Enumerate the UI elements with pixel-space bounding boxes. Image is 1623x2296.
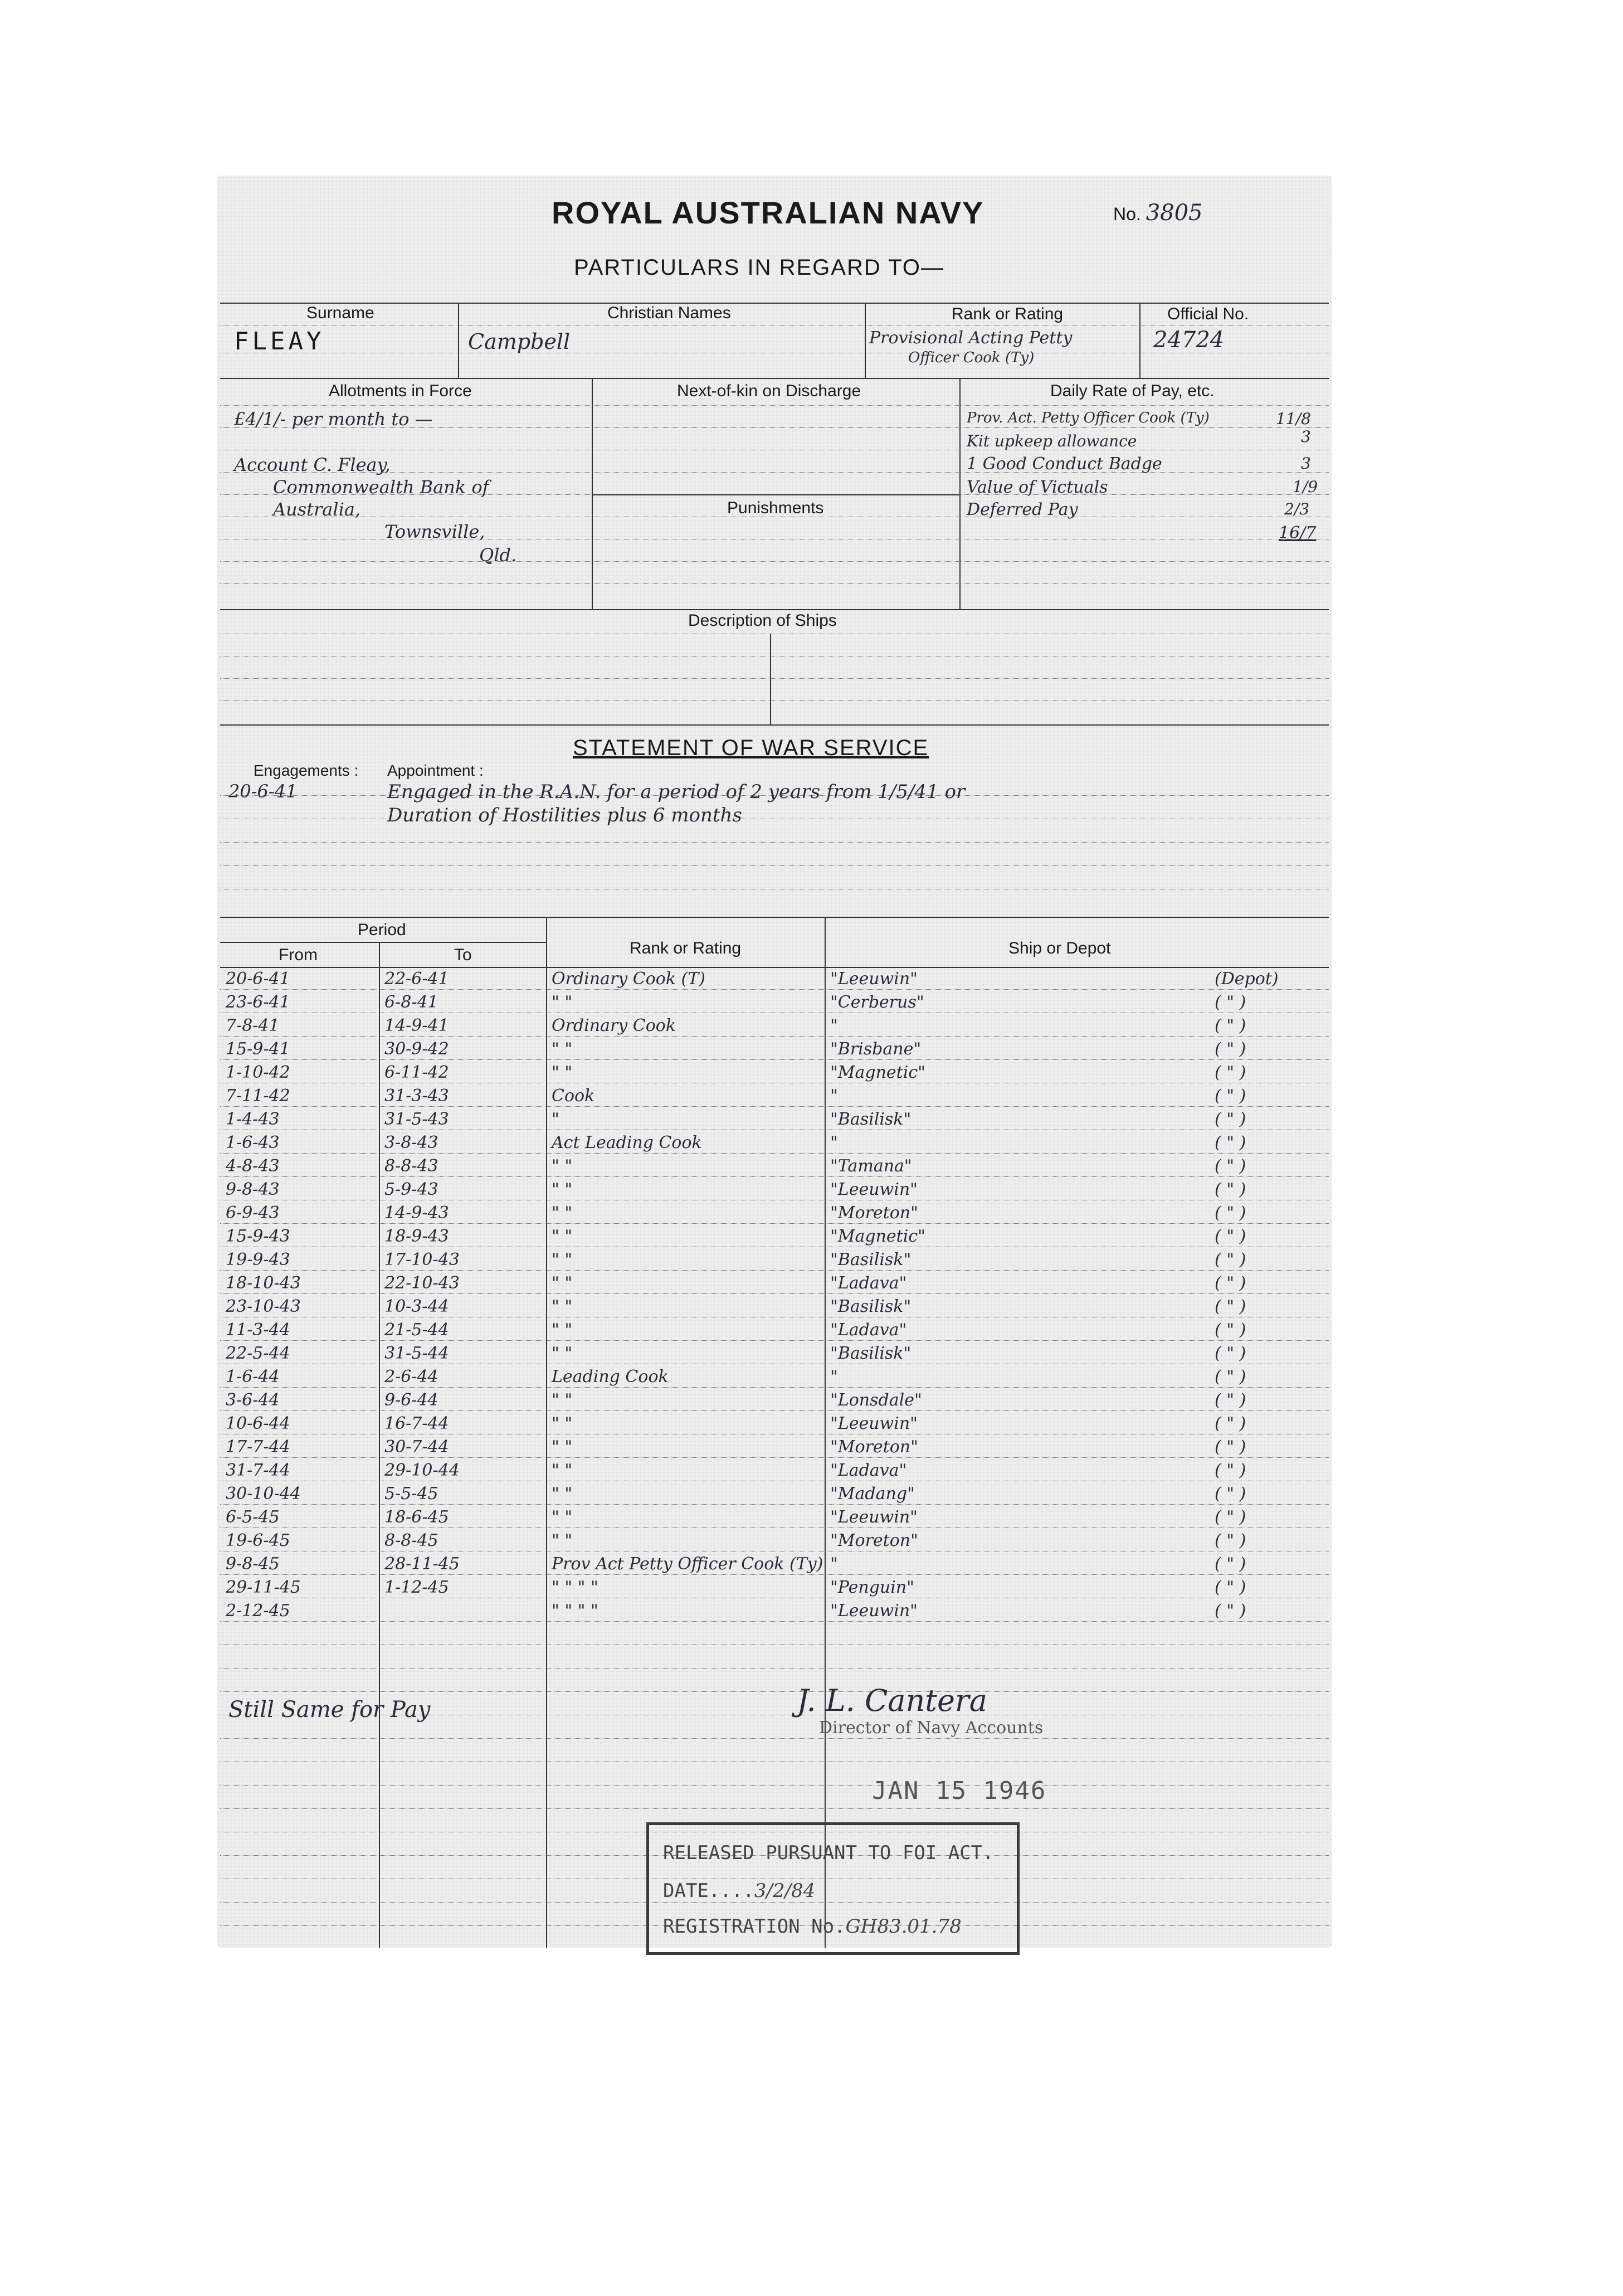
table-row xyxy=(217,1084,1332,1106)
ship-cell: "Penguin" xyxy=(830,1578,914,1597)
period-from-cell: 10-6-44 xyxy=(226,1414,290,1433)
rank-value-line1: Provisional Acting Petty xyxy=(869,328,1073,348)
from-label: From xyxy=(279,946,318,964)
depot-cell: ( " ) xyxy=(1215,1227,1246,1246)
depot-cell: ( " ) xyxy=(1215,1414,1246,1433)
allotment-line: £4/1/- per month to — xyxy=(234,408,433,430)
pay-item: Kit upkeep allowance xyxy=(967,432,1137,450)
depot-cell: ( " ) xyxy=(1215,1273,1246,1293)
table-row xyxy=(217,1529,1332,1551)
rank-cell: Act Leading Cook xyxy=(552,1133,702,1152)
rule xyxy=(220,405,1329,406)
ship-cell: "Basilisk" xyxy=(830,1297,912,1316)
row-rule xyxy=(220,1738,1329,1739)
depot-cell: (Depot) xyxy=(1215,969,1279,989)
rank-cell: " " xyxy=(552,1531,573,1550)
depot-cell: ( " ) xyxy=(1215,1297,1246,1316)
ship-cell: "Moreton" xyxy=(830,1203,918,1223)
row-rule xyxy=(220,1410,1329,1411)
row-rule xyxy=(220,1340,1329,1341)
punishments-label: Punishments xyxy=(727,499,824,517)
table-row xyxy=(217,1271,1332,1293)
ship-cell: "Basilisk" xyxy=(830,1110,912,1129)
period-to-cell: 6-8-41 xyxy=(384,993,438,1012)
period-from-cell: 20-6-41 xyxy=(226,969,290,989)
table-row xyxy=(217,1318,1332,1340)
period-to-cell: 16-7-44 xyxy=(384,1414,449,1433)
period-from-cell: 4-8-43 xyxy=(226,1156,280,1176)
daily-pay-label: Daily Rate of Pay, etc. xyxy=(1050,382,1215,400)
period-from-cell: 1-6-43 xyxy=(226,1133,280,1152)
period-from-cell: 7-8-41 xyxy=(226,1016,280,1035)
ship-cell: " xyxy=(830,1367,838,1387)
ship-description-label: Description of Ships xyxy=(688,611,837,630)
pay-item: Value of Victuals xyxy=(967,478,1108,497)
depot-cell: ( " ) xyxy=(1215,993,1246,1012)
period-from-cell: 23-6-41 xyxy=(226,993,290,1012)
period-from-cell: 19-9-43 xyxy=(226,1250,290,1269)
period-to-cell: 22-10-43 xyxy=(384,1273,460,1293)
period-to-cell: 6-11-42 xyxy=(384,1063,449,1082)
period-to-cell: 18-9-43 xyxy=(384,1227,449,1246)
period-to-cell: 22-6-41 xyxy=(384,969,449,989)
rank-cell: " " xyxy=(552,1320,573,1340)
rank-cell: " " xyxy=(552,1414,573,1433)
depot-cell: ( " ) xyxy=(1215,1203,1246,1223)
ship-cell: "Leeuwin" xyxy=(830,969,918,989)
period-to-cell: 29-10-44 xyxy=(384,1461,460,1480)
table-row xyxy=(217,1482,1332,1504)
table-row xyxy=(217,1037,1332,1059)
period-to-cell: 3-8-43 xyxy=(384,1133,438,1152)
ship-cell: "Leeuwin" xyxy=(830,1601,918,1621)
period-to-cell: 30-9-42 xyxy=(384,1039,449,1059)
depot-cell: ( " ) xyxy=(1215,1016,1246,1035)
record-number-value: 3805 xyxy=(1146,200,1203,226)
period-to-cell: 14-9-41 xyxy=(384,1016,449,1035)
divider xyxy=(458,303,459,378)
depot-cell: ( " ) xyxy=(1215,1133,1246,1152)
period-from-cell: 31-7-44 xyxy=(226,1461,290,1480)
table-row xyxy=(217,1552,1332,1574)
period-to-cell: 5-9-43 xyxy=(384,1180,438,1199)
period-to-cell: 21-5-44 xyxy=(384,1320,449,1340)
row-rule xyxy=(220,1106,1329,1107)
ship-cell: " xyxy=(830,1016,838,1035)
divider xyxy=(220,609,1329,610)
official-no-label: Official No. xyxy=(1167,305,1249,323)
period-to-cell: 31-3-43 xyxy=(384,1086,449,1106)
period-to-cell: 31-5-43 xyxy=(384,1110,449,1129)
rule xyxy=(220,583,1329,584)
table-row xyxy=(217,1201,1332,1223)
service-record-sheet xyxy=(217,176,1332,1948)
ship-cell: "Leeuwin" xyxy=(830,1414,918,1433)
depot-cell: ( " ) xyxy=(1215,1601,1246,1621)
table-row xyxy=(217,1435,1332,1457)
foi-date-label: DATE xyxy=(663,1880,709,1902)
appointment-line: Duration of Hostilities plus 6 months xyxy=(387,804,742,826)
divider xyxy=(220,942,546,943)
row-rule xyxy=(220,1785,1329,1786)
depot-cell: ( " ) xyxy=(1215,1180,1246,1199)
rule xyxy=(220,865,1329,866)
rule xyxy=(220,561,1329,562)
period-from-cell: 9-8-43 xyxy=(226,1180,280,1199)
period-from-cell: 19-6-45 xyxy=(226,1531,290,1550)
period-from-cell: 2-12-45 xyxy=(226,1601,290,1621)
row-rule xyxy=(220,1621,1329,1622)
period-from-cell: 18-10-43 xyxy=(226,1273,301,1293)
divider xyxy=(220,303,1329,304)
period-from-cell: 9-8-45 xyxy=(226,1554,280,1574)
depot-cell: ( " ) xyxy=(1215,1367,1246,1387)
row-rule xyxy=(220,1223,1329,1224)
document-title: ROYAL AUSTRALIAN NAVY xyxy=(552,195,984,230)
date-stamp: JAN 15 1946 xyxy=(872,1777,1047,1805)
table-row xyxy=(217,967,1332,989)
period-from-cell: 29-11-45 xyxy=(226,1578,301,1597)
period-to-cell: 1-12-45 xyxy=(384,1578,449,1597)
period-to-cell: 8-8-43 xyxy=(384,1156,438,1176)
table-row xyxy=(217,1341,1332,1364)
table-row xyxy=(217,1248,1332,1270)
depot-cell: ( " ) xyxy=(1215,1390,1246,1410)
rank-cell: " " xyxy=(552,1227,573,1246)
row-rule xyxy=(220,1808,1329,1809)
ship-cell: "Moreton" xyxy=(830,1531,918,1550)
ship-cell: "Magnetic" xyxy=(830,1227,925,1246)
row-rule xyxy=(220,1504,1329,1505)
rank-cell: Cook xyxy=(552,1086,595,1106)
depot-cell: ( " ) xyxy=(1215,1320,1246,1340)
official-no-value: 24724 xyxy=(1153,327,1225,353)
depot-cell: ( " ) xyxy=(1215,1554,1246,1574)
period-from-cell: 1-10-42 xyxy=(226,1063,290,1082)
pay-amount: 3 xyxy=(1301,454,1311,473)
rank-cell: Prov Act Petty Officer Cook (Ty) xyxy=(552,1554,823,1574)
ship-cell: "Ladava" xyxy=(830,1320,907,1340)
depot-cell: ( " ) xyxy=(1215,1156,1246,1176)
period-to-cell: 2-6-44 xyxy=(384,1367,438,1387)
period-to-cell: 9-6-44 xyxy=(384,1390,438,1410)
record-number xyxy=(1113,200,1202,226)
period-from-cell: 1-6-44 xyxy=(226,1367,280,1387)
to-label: To xyxy=(454,946,472,964)
ship-depot-label: Ship or Depot xyxy=(1008,939,1111,957)
row-rule xyxy=(220,1293,1329,1294)
period-to-cell: 30-7-44 xyxy=(384,1437,449,1457)
rule xyxy=(220,842,1329,843)
document-subtitle: PARTICULARS IN REGARD TO— xyxy=(574,255,944,280)
footer-note: Still Same for Pay xyxy=(228,1697,431,1723)
rank-cell: " " xyxy=(552,1344,573,1363)
depot-cell: ( " ) xyxy=(1215,1086,1246,1106)
divider xyxy=(959,378,961,609)
divider xyxy=(770,634,771,726)
period-from-cell: 6-5-45 xyxy=(226,1507,280,1527)
rank-value-line2: Officer Cook (Ty) xyxy=(908,349,1035,366)
period-to-cell: 10-3-44 xyxy=(384,1297,449,1316)
period-to-cell: 28-11-45 xyxy=(384,1554,460,1574)
table-row xyxy=(217,1458,1332,1481)
ship-cell: "Leeuwin" xyxy=(830,1180,918,1199)
period-from-cell: 23-10-43 xyxy=(226,1297,301,1316)
period-label: Period xyxy=(358,921,406,939)
rank-cell: Ordinary Cook xyxy=(552,1016,676,1035)
rule xyxy=(220,678,1329,679)
rank-cell: " " xyxy=(552,1039,573,1059)
depot-cell: ( " ) xyxy=(1215,1437,1246,1457)
pay-amount: 1/9 xyxy=(1293,478,1318,496)
period-from-cell: 3-6-44 xyxy=(226,1390,280,1410)
rank-cell: Leading Cook xyxy=(552,1367,669,1387)
row-rule xyxy=(220,1387,1329,1388)
period-from-cell: 6-9-43 xyxy=(226,1203,280,1223)
table-row xyxy=(217,1224,1332,1247)
ship-cell: "Brisbane" xyxy=(830,1039,922,1059)
engagements-label: Engagements : xyxy=(254,762,359,779)
period-from-cell: 30-10-44 xyxy=(226,1484,301,1504)
row-rule xyxy=(220,1270,1329,1271)
table-row xyxy=(217,1061,1332,1083)
rank-cell: " " xyxy=(552,1156,573,1176)
allotment-line: Commonwealth Bank of xyxy=(273,476,489,498)
allotment-line: Account C. Fleay, xyxy=(234,454,391,475)
ship-cell: "Madang" xyxy=(830,1484,915,1504)
pay-amount: 2/3 xyxy=(1284,500,1310,518)
ship-cell: "Cerberus" xyxy=(830,993,924,1012)
ship-cell: "Basilisk" xyxy=(830,1250,912,1269)
period-from-cell: 17-7-44 xyxy=(226,1437,290,1457)
next-of-kin-label: Next-of-kin on Discharge xyxy=(677,382,861,400)
signatory-title: Director of Navy Accounts xyxy=(819,1718,1044,1738)
period-to-cell: 17-10-43 xyxy=(384,1250,460,1269)
depot-cell: ( " ) xyxy=(1215,1461,1246,1480)
christian-names-label: Christian Names xyxy=(607,304,731,322)
rank-cell: " " xyxy=(552,1461,573,1480)
rank-cell: " " xyxy=(552,1390,573,1410)
rank-cell: Ordinary Cook (T) xyxy=(552,969,705,989)
period-from-cell: 11-3-44 xyxy=(226,1320,290,1340)
rank-cell: " " " " xyxy=(552,1601,598,1621)
period-from-cell: 22-5-44 xyxy=(226,1344,290,1363)
surname-value: FLEAY xyxy=(234,327,325,356)
rank-cell: " " xyxy=(552,1250,573,1269)
period-from-cell: 7-11-42 xyxy=(226,1086,290,1106)
depot-cell: ( " ) xyxy=(1215,1039,1246,1059)
period-to-cell: 14-9-43 xyxy=(384,1203,449,1223)
ship-cell: "Leeuwin" xyxy=(830,1507,918,1527)
divider xyxy=(220,724,1329,726)
row-rule xyxy=(220,1574,1329,1575)
pay-amount: 3 xyxy=(1301,427,1311,446)
table-row xyxy=(217,1365,1332,1387)
depot-cell: ( " ) xyxy=(1215,1063,1246,1082)
table-row xyxy=(217,1505,1332,1528)
row-rule xyxy=(220,1691,1329,1692)
table-row xyxy=(217,990,1332,1013)
foi-release-text: RELEASED PURSUANT TO FOI ACT. xyxy=(663,1842,994,1864)
service-table-body xyxy=(217,967,1332,1948)
table-row xyxy=(217,1107,1332,1130)
rank-cell: " " xyxy=(552,1297,573,1316)
table-row xyxy=(217,1599,1332,1621)
allotments-label: Allotments in Force xyxy=(329,382,472,400)
row-rule xyxy=(220,1059,1329,1060)
depot-cell: ( " ) xyxy=(1215,1344,1246,1363)
appointment-label: Appointment : xyxy=(387,762,484,779)
foi-release-stamp xyxy=(646,1822,1020,1955)
divider xyxy=(865,303,866,378)
ship-cell: " xyxy=(830,1133,838,1152)
rank-rating-label: Rank or Rating xyxy=(630,939,742,957)
rank-cell: " " xyxy=(552,1273,573,1293)
rank-cell: " " xyxy=(552,993,573,1012)
foi-date-value: 3/2/84 xyxy=(754,1880,816,1902)
ship-cell: " xyxy=(830,1554,838,1574)
foi-registration xyxy=(663,1915,962,1938)
allotment-line: Australia, xyxy=(273,499,361,520)
rank-label: Rank or Rating xyxy=(952,305,1064,323)
row-rule xyxy=(220,1668,1329,1669)
rank-cell: " " xyxy=(552,1203,573,1223)
row-rule xyxy=(220,1176,1329,1177)
pay-item: Prov. Act. Petty Officer Cook (Ty) xyxy=(967,410,1210,426)
depot-cell: ( " ) xyxy=(1215,1250,1246,1269)
rank-cell: " " xyxy=(552,1484,573,1504)
row-rule xyxy=(220,1036,1329,1037)
period-to-cell: 8-8-45 xyxy=(384,1531,438,1550)
rank-cell: " " xyxy=(552,1063,573,1082)
table-row xyxy=(217,1412,1332,1434)
rank-cell: " " xyxy=(552,1507,573,1527)
row-rule xyxy=(220,1153,1329,1154)
depot-cell: ( " ) xyxy=(1215,1110,1246,1129)
row-rule xyxy=(220,989,1329,990)
ship-cell: "Basilisk" xyxy=(830,1344,912,1363)
record-number-label: No. xyxy=(1113,204,1141,224)
engagement-date: 20-6-41 xyxy=(228,781,298,802)
depot-cell: ( " ) xyxy=(1215,1531,1246,1550)
surname-label: Surname xyxy=(306,304,374,322)
row-rule xyxy=(220,1457,1329,1458)
christian-names-value: Campbell xyxy=(468,329,571,354)
table-row xyxy=(217,1131,1332,1153)
period-from-cell: 15-9-41 xyxy=(226,1039,290,1059)
divider xyxy=(592,378,593,609)
depot-cell: ( " ) xyxy=(1215,1578,1246,1597)
foi-registration-label: REGISTRATION No. xyxy=(663,1915,846,1938)
table-row xyxy=(217,1388,1332,1410)
rank-cell: " " xyxy=(552,1437,573,1457)
ship-cell: "Ladava" xyxy=(830,1461,907,1480)
rank-cell: " " " " xyxy=(552,1578,598,1597)
foi-date: DATE....3/2/84 xyxy=(663,1880,816,1902)
divider xyxy=(1139,303,1141,378)
divider xyxy=(220,378,1329,379)
appointment-line: Engaged in the R.A.N. for a period of 2 years from 1/5/41 or xyxy=(387,781,966,803)
depot-cell: ( " ) xyxy=(1215,1507,1246,1527)
allotment-line: Townsville, xyxy=(384,521,485,542)
ship-cell: "Lonsdale" xyxy=(830,1390,922,1410)
ship-cell: "Moreton" xyxy=(830,1437,918,1457)
ship-cell: "Magnetic" xyxy=(830,1063,925,1082)
table-row xyxy=(217,1014,1332,1036)
foi-registration-value: GH83.01.78 xyxy=(845,1915,962,1938)
period-from-cell: 15-9-43 xyxy=(226,1227,290,1246)
depot-cell: ( " ) xyxy=(1215,1484,1246,1504)
pay-item: 1 Good Conduct Badge xyxy=(967,454,1162,474)
pay-item: Deferred Pay xyxy=(967,500,1078,519)
war-service-title: STATEMENT OF WAR SERVICE xyxy=(573,736,929,760)
rank-cell: " xyxy=(552,1110,559,1129)
pay-amount: 11/8 xyxy=(1276,410,1311,428)
signature: J. L. Cantera xyxy=(797,1683,987,1718)
ship-cell: " xyxy=(830,1086,838,1106)
divider xyxy=(220,917,1329,918)
allotment-line: Qld. xyxy=(479,544,517,566)
period-to-cell: 5-5-45 xyxy=(384,1484,438,1504)
period-from-cell: 1-4-43 xyxy=(226,1110,280,1129)
table-row xyxy=(217,1178,1332,1200)
pay-total: 16/7 xyxy=(1279,523,1317,543)
period-to-cell: 18-6-45 xyxy=(384,1507,449,1527)
table-row xyxy=(217,1154,1332,1176)
divider xyxy=(592,494,959,495)
table-row xyxy=(217,1575,1332,1598)
period-to-cell: 31-5-44 xyxy=(384,1344,449,1363)
rank-cell: " " xyxy=(552,1180,573,1199)
ship-cell: "Tamana" xyxy=(830,1156,912,1176)
table-row xyxy=(217,1295,1332,1317)
ship-cell: "Ladava" xyxy=(830,1273,907,1293)
